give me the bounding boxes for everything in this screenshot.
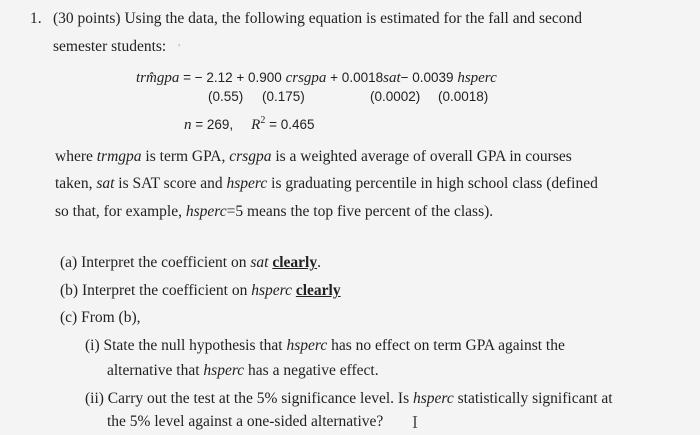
n-label: n: [184, 117, 192, 133]
eq-hsperc-coef: − 0.0039: [400, 70, 458, 85]
def2-var-hsperc: hsperc: [226, 175, 268, 192]
r2-label: R: [251, 117, 261, 133]
ci-pre: (i) State the null hypothesis that: [85, 337, 287, 354]
cii-var: hsperc: [412, 390, 454, 407]
se-const: (0.55): [208, 89, 244, 104]
cii-pre: (ii) Carry out the test at the 5% significance level. Is: [85, 390, 413, 407]
def2-var-sat: sat: [96, 175, 115, 192]
def3-post: =5 means the top five percent of the class).: [226, 203, 494, 220]
problem-intro-line1: (30 points) Using the data, the following equation is estimated for the fall and second: [53, 10, 583, 27]
def1-post: is a weighted average of overall GPA in courses: [271, 148, 572, 165]
text-cursor-icon: I: [412, 412, 418, 432]
equation-line: [136, 70, 497, 87]
ci2-pre: alternative that: [107, 362, 204, 379]
part-c-ii-line2: the 5% level against a one-sided alternative?: [107, 413, 384, 430]
se-sat: (0.0002): [370, 89, 421, 104]
part-b: [60, 282, 341, 300]
sample-stats: [184, 115, 315, 134]
eq-var-crsgpa: crsgpa: [285, 70, 327, 86]
part-b-var: hsperc: [251, 282, 292, 299]
definition-line1: [55, 148, 572, 166]
eq-sat-coef: + 0.0018: [326, 70, 384, 85]
part-b-pre: (b) Interpret the coefficient on: [60, 282, 252, 299]
part-a-emph: clearly: [272, 254, 318, 271]
eq-sign: =: [179, 70, 195, 85]
eq-lhs: trm̂gpa: [136, 70, 180, 86]
part-c-ii-line1: [85, 390, 613, 408]
def2-post: is graduating percentile in high school class (defined: [267, 175, 598, 192]
problem-intro-line2: [53, 38, 180, 56]
n-value: = 269,: [191, 117, 234, 132]
ci2-post: has a negative effect.: [244, 362, 379, 379]
def2-mid: is SAT score and: [114, 175, 227, 192]
part-c-i-line2: [107, 362, 379, 380]
def3-pre: so that, for example,: [55, 203, 186, 220]
def1-var-crsgpa: crsgpa: [229, 148, 272, 165]
def1-mid: is term GPA,: [141, 148, 230, 165]
part-a: [60, 254, 321, 272]
stray-mark: ': [178, 42, 181, 54]
def2-pre: taken,: [55, 175, 97, 192]
eq-const-term: − 2.12 + 0.900: [194, 70, 286, 85]
problem-number: 1.: [30, 10, 42, 27]
part-c-i-line1: [85, 337, 565, 355]
ci-var: hsperc: [286, 337, 328, 354]
part-a-pre: (a) Interpret the coefficient on: [60, 254, 251, 271]
eq-var-sat: sat: [383, 70, 401, 86]
r2-exp: 2: [260, 115, 266, 126]
part-c: (c) From (b),: [60, 309, 141, 326]
part-b-emph: clearly: [295, 282, 341, 299]
ci-post: has no effect on term GPA against the: [327, 337, 565, 354]
se-hsperc: (0.0018): [438, 89, 489, 104]
part-a-var: sat: [250, 254, 269, 271]
definition-line2: [55, 175, 598, 193]
part-a-end: .: [317, 254, 321, 271]
def1-pre: where: [55, 148, 97, 165]
intro-text: semester students:: [53, 38, 167, 55]
def3-var-hsperc: hsperc: [185, 203, 227, 220]
def1-var-trmgpa: trmgpa: [96, 148, 142, 165]
eq-var-hsperc: hsperc: [457, 70, 497, 86]
definition-line3: [55, 203, 493, 221]
r2-value: = 0.465: [265, 117, 315, 132]
cii-post: statistically significant at: [453, 390, 613, 407]
se-crsgpa: (0.175): [262, 89, 305, 104]
ci2-var: hsperc: [203, 362, 245, 379]
